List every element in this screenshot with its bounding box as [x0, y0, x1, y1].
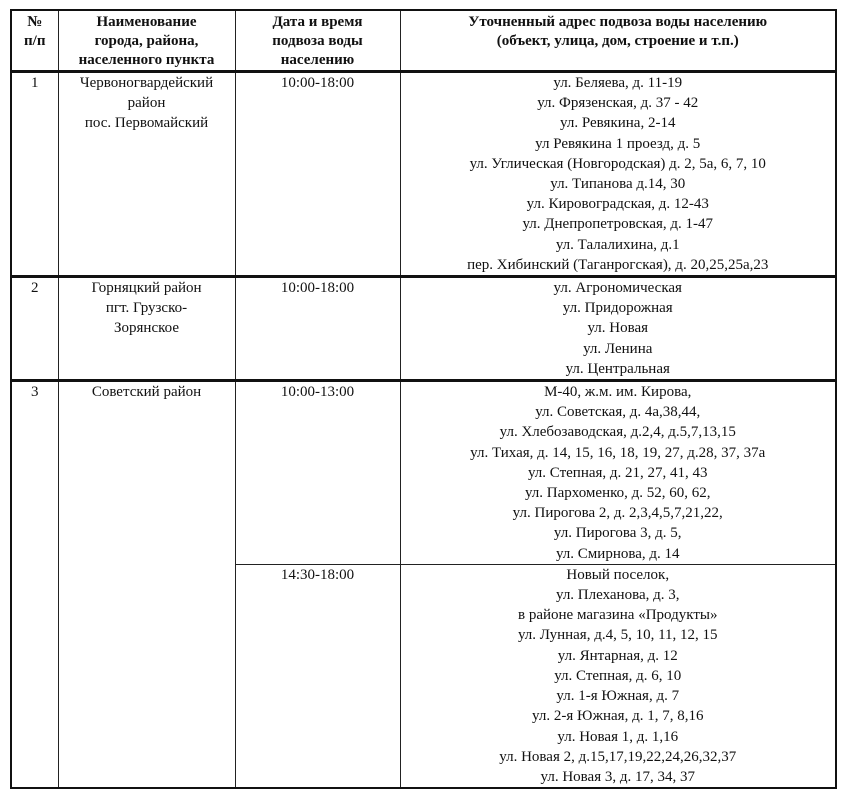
header-address: Уточненный адрес подвоза воды населению (объект, улица, дом, строение и т.п.): [400, 10, 836, 72]
address-line: ул Ревякина 1 проезд, д. 5: [535, 135, 701, 152]
delivery-time-cell: 10:00-18:00: [235, 277, 400, 381]
locality-line: Горняцкий район: [91, 280, 202, 297]
delivery-time-cell: 14:30-18:00: [235, 564, 400, 788]
table-row: [11, 72, 836, 277]
row-number-cell: 1: [11, 72, 58, 277]
address-line: ул. Придорожная: [562, 300, 673, 317]
address-line: ул. Пирогова 3, д. 5,: [553, 525, 682, 542]
address-line: ул. Пирогова 2, д. 2,3,4,5,7,21,22,: [512, 505, 723, 522]
locality-line: пос. Первомайский: [84, 115, 209, 132]
locality-line: Советский район: [91, 384, 202, 401]
address-cell: [400, 72, 836, 277]
header-locality: Наименование города, района, населенного пункта: [58, 10, 235, 72]
address-line: ул. 2-я Южная, д. 1, 7, 8,16: [532, 708, 704, 725]
row-number-cell: 3: [11, 381, 58, 789]
locality-line: Червоногвардейский: [79, 75, 214, 91]
address-line: в районе магазина «Продукты»: [518, 607, 718, 624]
address-line: ул. Степная, д. 6, 10: [554, 667, 682, 684]
address-line: ул. Тихая, д. 14, 15, 16, 18, 19, 27, д.28, 37, 37а: [470, 444, 766, 461]
table-row: [11, 277, 836, 381]
locality-line: район: [127, 95, 166, 112]
water-delivery-schedule-document: [10, 9, 837, 799]
locality-line: пгт. Грузско-: [105, 300, 188, 317]
locality-cell: [58, 381, 235, 789]
table-header-row: [11, 10, 836, 72]
header-datetime: Дата и время подвоза воды населению: [235, 10, 400, 72]
address-line: пер. Хибинский (Таганрогская), д. 20,25,25а,23: [467, 256, 769, 273]
address-cell: [400, 564, 836, 788]
locality-line: Зорянское: [114, 320, 179, 337]
address-line: ул. 1-я Южная, д. 7: [556, 688, 680, 705]
address-line: ул. Днепропетровская, д. 1-47: [522, 216, 714, 233]
row-number-cell: 2: [11, 277, 58, 381]
address-line: ул. Углическая (Новгородская) д. 2, 5а, 6, 7, 10: [469, 155, 766, 172]
address-line: ул. Смирнова, д. 14: [555, 545, 680, 562]
address-line: М-40, ж.м. им. Кирова,: [544, 384, 692, 401]
address-line: ул. Кировоградская, д. 12-43: [526, 196, 709, 213]
address-cell: [400, 381, 836, 565]
delivery-time-cell: 10:00-18:00: [235, 72, 400, 277]
table-row: [11, 381, 836, 565]
address-line: ул. Янтарная, д. 12: [557, 647, 678, 664]
address-line: ул. Пархоменко, д. 52, 60, 62,: [524, 485, 711, 502]
address-line: ул. Талалихина, д.1: [555, 236, 680, 253]
locality-cell: [58, 72, 235, 277]
header-number: № п/п: [11, 10, 58, 72]
address-line: ул. Степная, д. 21, 27, 41, 43: [527, 464, 708, 481]
address-line: ул. Агрономическая: [553, 280, 682, 297]
address-line: ул. Новая: [587, 320, 649, 337]
address-line: ул. Центральная: [565, 360, 670, 377]
address-line: ул. Плеханова, д. 3,: [555, 587, 680, 604]
delivery-time-cell: 10:00-13:00: [235, 381, 400, 565]
locality-cell: [58, 277, 235, 381]
address-line: ул. Ревякина, 2-14: [560, 115, 676, 132]
address-line: ул. Беляева, д. 11-19: [553, 75, 683, 91]
address-line: ул. Фрязенская, д. 37 - 42: [537, 95, 699, 112]
address-line: ул. Хлебозаводская, д.2,4, д.5,7,13,15: [499, 424, 736, 441]
address-line: ул. Типанова д.14, 30: [550, 176, 686, 193]
address-line: Новый поселок,: [566, 566, 670, 583]
address-line: ул. Советская, д. 4а,38,44,: [535, 404, 701, 421]
water-delivery-table: [10, 9, 837, 789]
address-line: ул. Лунная, д.4, 5, 10, 11, 12, 15: [517, 627, 718, 644]
address-line: ул. Новая 3, д. 17, 34, 37: [540, 768, 695, 785]
address-line: ул. Новая 2, д.15,17,19,22,24,26,32,37: [499, 748, 737, 765]
address-line: ул. Новая 1, д. 1,16: [557, 728, 679, 745]
address-cell: [400, 277, 836, 381]
address-line: ул. Ленина: [583, 340, 653, 357]
